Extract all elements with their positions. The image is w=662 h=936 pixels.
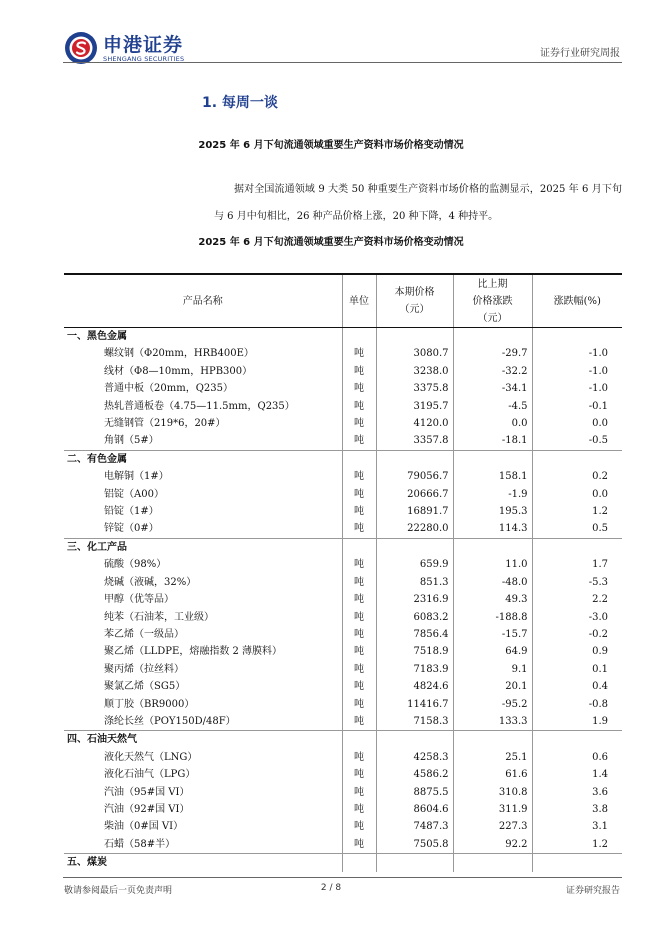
table-row [64,556,622,573]
price-cell: 7183.9 [376,661,453,678]
unit-cell: 吨 [342,801,376,818]
table-row [64,801,622,818]
product-name: 聚丙烯（拉丝料） [64,661,342,678]
change-cell: -4.5 [453,398,532,415]
change-cell: 158.1 [453,468,532,485]
product-name: 石蜡（58#半） [64,836,342,854]
change-cell: -34.1 [453,380,532,397]
product-name: 纯苯（石油苯，工业级） [64,609,342,626]
unit-cell: 吨 [342,591,376,608]
category-row-filler [453,328,532,346]
table-row [64,818,622,835]
category-row-filler [376,731,453,749]
unit-cell: 吨 [342,766,376,783]
table-row [64,609,622,626]
category-row-filler [376,854,453,872]
table-row [64,661,622,678]
report-type-label: 证券行业研究周报 [540,48,620,59]
table-row [64,345,622,362]
pct-change-cell: 0.6 [592,751,608,763]
product-name: 聚氯乙烯（SG5） [64,678,342,695]
summary-paragraph: 据对全国流通领域 9 大类 50 种重要生产资料市场价格的监测显示，2025 年 6 月下旬与 6 月中旬相比，26 种产品价格上涨，20 种下降，4 种持平。 [214,184,622,222]
pct-change-cell: 1.7 [592,559,608,571]
table-row [64,486,622,503]
category-row-filler [376,538,453,556]
table-header-row [64,274,622,328]
change-cell: 0.0 [453,415,532,432]
header-unit: 单位 [342,274,376,328]
category-row-filler [532,854,622,872]
page-number: 2 / 8 [320,883,342,893]
pct-change-cell: -0.2 [588,628,608,640]
pct-change-cell: 0.4 [592,681,608,693]
category-row-filler [532,328,622,346]
pct-change-cell: 0.5 [592,523,608,535]
product-name: 普通中板（20mm，Q235） [64,380,342,397]
table-row [64,503,622,520]
table-row [64,591,622,608]
pct-change-cell: -5.3 [588,576,608,588]
pct-change-cell: 1.2 [592,506,608,518]
table-row [64,415,622,432]
header-change-line1: 比上期 [477,278,508,290]
category-row [64,854,622,872]
page-header [0,0,662,66]
unit-cell: 吨 [342,713,376,731]
product-name: 热轧普通板卷（4.75—11.5mm，Q235） [64,398,342,415]
category-row-filler [532,538,622,556]
price-cell: 20666.7 [376,486,453,503]
price-cell: 659.9 [376,556,453,573]
category-row-filler [453,538,532,556]
price-cell: 7856.4 [376,626,453,643]
change-cell: 9.1 [453,661,532,678]
price-cell: 3238.0 [376,363,453,380]
product-name: 液化石油气（LPG） [64,766,342,783]
price-cell: 8604.6 [376,801,453,818]
product-name: 角钢（5#） [64,432,342,450]
unit-cell: 吨 [342,574,376,591]
price-cell: 7518.9 [376,643,453,660]
change-cell: -1.9 [453,486,532,503]
category-row-filler [342,328,376,346]
table-row [64,678,622,695]
unit-cell: 吨 [342,784,376,801]
price-cell: 79056.7 [376,468,453,485]
unit-cell: 吨 [342,520,376,538]
table-row [64,766,622,783]
pct-change-cell: 1.2 [592,838,608,850]
unit-cell: 吨 [342,818,376,835]
unit-cell: 吨 [342,345,376,362]
shengang-logo-icon [64,31,98,65]
unit-cell: 吨 [342,696,376,713]
table-row [64,784,622,801]
category-row-filler [453,731,532,749]
footer-disclaimer: 敬请参阅最后一页免责声明 [64,886,173,896]
table-row [64,713,622,731]
header-change-line2: 价格涨跌 [472,295,513,307]
pct-change-cell: 1.4 [592,769,608,781]
table-row [64,363,622,380]
product-name: 苯乙烯（一级品） [64,626,342,643]
table-row [64,468,622,485]
header-price [376,274,453,328]
change-cell: 64.9 [453,643,532,660]
unit-cell: 吨 [342,363,376,380]
price-cell: 3080.7 [376,345,453,362]
category-row [64,731,622,749]
price-cell: 8875.5 [376,784,453,801]
change-cell: 11.0 [453,556,532,573]
product-name: 烧碱（液碱，32%） [64,574,342,591]
header-divider [63,62,622,63]
pct-change-cell: 3.1 [592,821,608,833]
category-row [64,450,622,468]
unit-cell: 吨 [342,486,376,503]
header-change [453,274,532,328]
header-price-line2: （元） [399,304,430,315]
table-title: 2025 年 6 月下旬流通领域重要生产资料市场价格变动情况 [198,237,464,248]
unit-cell: 吨 [342,661,376,678]
price-table [64,273,622,872]
pct-change-cell: -1.0 [588,383,608,395]
pct-change-cell: -0.5 [588,435,608,447]
change-cell: 61.6 [453,766,532,783]
category-name: 二、有色金属 [64,450,342,468]
table-row [64,749,622,766]
product-name: 线材（Φ8—10mm，HPB300） [64,363,342,380]
table-row [64,380,622,397]
unit-cell: 吨 [342,380,376,397]
header-product: 产品名称 [64,274,342,328]
pct-change-cell: 0.9 [592,646,608,658]
change-cell: -32.2 [453,363,532,380]
unit-cell: 吨 [342,398,376,415]
pct-change-cell: -1.0 [588,365,608,377]
product-name: 铅锭（1#） [64,503,342,520]
table-row [64,626,622,643]
unit-cell: 吨 [342,749,376,766]
change-cell: -48.0 [453,574,532,591]
unit-cell: 吨 [342,626,376,643]
unit-cell: 吨 [342,556,376,573]
price-cell: 22280.0 [376,520,453,538]
pct-change-cell: -0.1 [588,400,608,412]
category-name: 一、黑色金属 [64,328,342,346]
header-pct: 涨跌幅(%) [532,274,622,328]
unit-cell: 吨 [342,643,376,660]
category-row-filler [453,854,532,872]
unit-cell: 吨 [342,415,376,432]
category-row-filler [376,328,453,346]
change-cell: -188.8 [453,609,532,626]
category-name: 三、化工产品 [64,538,342,556]
product-name: 甲醇（优等品） [64,591,342,608]
price-cell: 4258.3 [376,749,453,766]
category-row-filler [342,731,376,749]
price-cell: 2316.9 [376,591,453,608]
brand-name: 申港证券 [103,34,184,56]
pct-change-cell: -3.0 [588,611,608,623]
product-name: 汽油（92#国 VI） [64,801,342,818]
change-cell: 195.3 [453,503,532,520]
table-row [64,696,622,713]
unit-cell: 吨 [342,503,376,520]
product-name: 螺纹钢（Φ20mm，HRB400E） [64,345,342,362]
category-name: 五、煤炭 [64,854,342,872]
price-cell: 3375.8 [376,380,453,397]
category-row-filler [342,538,376,556]
header-price-line1: 本期价格 [394,287,435,298]
category-row-filler [342,450,376,468]
pct-change-cell: 3.6 [592,786,608,798]
pct-change-cell: 3.8 [592,803,608,815]
price-cell: 3195.7 [376,398,453,415]
price-cell: 851.3 [376,574,453,591]
product-name: 锌锭（0#） [64,520,342,538]
category-row-filler [532,731,622,749]
pct-change-cell: 0.1 [592,663,608,675]
change-cell: 311.9 [453,801,532,818]
price-cell: 6083.2 [376,609,453,626]
category-row-filler [453,450,532,468]
price-cell: 4824.6 [376,678,453,695]
change-cell: 227.3 [453,818,532,835]
section-title: 1. 每周一谈 [202,95,278,111]
table-row [64,574,622,591]
product-name: 液化天然气（LNG） [64,749,342,766]
pct-change-cell: 0.2 [592,471,608,483]
product-name: 柴油（0#国 VI） [64,818,342,835]
price-cell: 4586.2 [376,766,453,783]
change-cell: 114.3 [453,520,532,538]
change-cell: 92.2 [453,836,532,854]
unit-cell: 吨 [342,432,376,450]
table-row [64,398,622,415]
unit-cell: 吨 [342,468,376,485]
category-row-filler [342,854,376,872]
category-name: 四、石油天然气 [64,731,342,749]
pct-change-cell: 0.0 [592,418,608,430]
table-row [64,643,622,660]
change-cell: 49.3 [453,591,532,608]
price-cell: 7487.3 [376,818,453,835]
product-name: 涤纶长丝（POY150D/48F） [64,713,342,731]
category-row-filler [532,450,622,468]
pct-change-cell: 2.2 [592,594,608,606]
category-row [64,538,622,556]
unit-cell: 吨 [342,678,376,695]
header-change-line3: （元） [477,312,508,324]
price-cell: 4120.0 [376,415,453,432]
unit-cell: 吨 [342,609,376,626]
change-cell: 20.1 [453,678,532,695]
pct-change-cell: -0.8 [588,698,608,710]
change-cell: 133.3 [453,713,532,731]
pct-change-cell: 1.9 [592,715,608,727]
footer-report-label: 证券研究报告 [565,886,620,896]
unit-cell: 吨 [342,836,376,854]
product-name: 汽油（95#国 VI） [64,784,342,801]
product-name: 铝锭（A00） [64,486,342,503]
footer-divider [63,877,622,878]
price-cell: 11416.7 [376,696,453,713]
change-cell: -29.7 [453,345,532,362]
product-name: 顺丁胶（BR9000） [64,696,342,713]
category-row-filler [376,450,453,468]
change-cell: -15.7 [453,626,532,643]
change-cell: 310.8 [453,784,532,801]
brand-name-english: SHENGANG SECURITIES [103,55,185,63]
category-row [64,328,622,346]
table-row [64,836,622,854]
price-table-body [64,328,622,872]
product-name: 硫酸（98%） [64,556,342,573]
price-cell: 7505.8 [376,836,453,854]
product-name: 无缝钢管（219*6，20#） [64,415,342,432]
pct-change-cell: -1.0 [588,348,608,360]
change-cell: -95.2 [453,696,532,713]
price-cell: 7158.3 [376,713,453,731]
product-name: 聚乙烯（LLDPE，熔融指数 2 薄膜料） [64,643,342,660]
change-cell: 25.1 [453,749,532,766]
product-name: 电解铜（1#） [64,468,342,485]
change-cell: -18.1 [453,432,532,450]
table-row [64,432,622,450]
table-row [64,520,622,538]
price-cell: 3357.8 [376,432,453,450]
pct-change-cell: 0.0 [592,488,608,500]
price-cell: 16891.7 [376,503,453,520]
section-subtitle: 2025 年 6 月下旬流通领域重要生产资料市场价格变动情况 [198,140,464,151]
